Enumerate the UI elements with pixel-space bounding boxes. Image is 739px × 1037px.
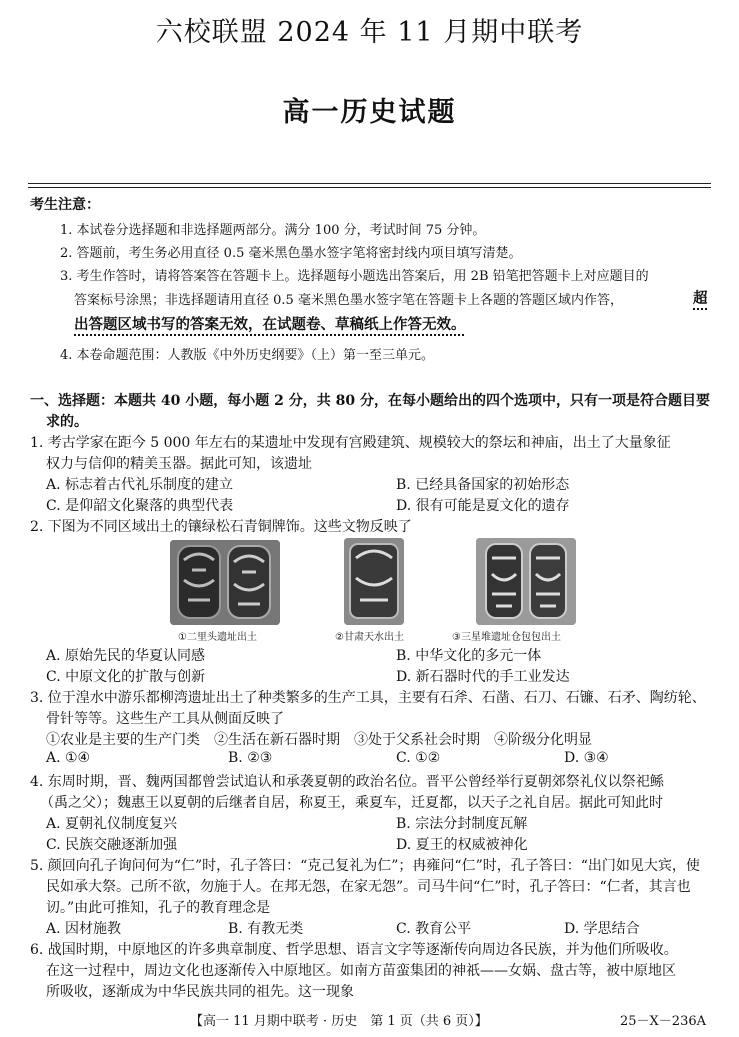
q1-stem-cont: 权力与信仰的精美玉器。据此可知，该遗址 (46, 456, 312, 472)
q3-option-c: C. ①② (396, 750, 441, 766)
q3-option-b: B. ②③ (228, 750, 273, 766)
q2-option-c: C. 中原文化的扩散与创新 (46, 669, 206, 685)
q5-stem: 5. 颜回向孔子询问何为“仁”时，孔子答曰：“克己复礼为仁”；冉雍问“仁”时，孔子答曰：“出门如见大宾，使 (30, 858, 700, 874)
q4-option-c: C. 民族交融逐渐加强 (46, 837, 178, 853)
q2-option-b: B. 中华文化的多元一体 (396, 648, 542, 664)
paper-code: 25－X－236A (620, 1014, 706, 1029)
photo-caption-3: ③三星堆遗址仓包包出土 (452, 632, 561, 643)
q1-option-d: D. 很有可能是夏文化的遗存 (396, 498, 570, 514)
q3-statements: ①农业是主要的生产门类 ②生活在新石器时期 ③处于父系社会时期 ④阶级分化明显 (46, 732, 592, 748)
notice-item-3: 3. 考生作答时，请将答案答在答题卡上。选择题每小题选出答案后，用 2B 铅笔把答题卡上对应题目的 (60, 269, 649, 284)
q1-option-b: B. 已经具备国家的初始形态 (396, 477, 570, 493)
q4-option-d: D. 夏王的权威被神化 (396, 837, 528, 853)
bronze-plaque-photo-2 (344, 538, 404, 625)
photo-caption-1: ①二里头遗址出土 (178, 632, 257, 643)
page-footer: 【高一 11 月期中联考 · 历史 第 1 页（共 6 页）】 (190, 1014, 488, 1029)
notice-item-1: 1. 本试卷分选择题和非选择题两部分。满分 100 分，考试时间 75 分钟。 (60, 223, 486, 238)
q3-option-d: D. ③④ (564, 750, 609, 766)
header-rule-top (28, 183, 711, 184)
q5-option-a: A. 因材施教 (46, 921, 122, 937)
q2-stem: 2. 下图为不同区域出土的镶绿松石青铜牌饰。这些文物反映了 (30, 519, 412, 535)
exam-title: 六校联盟 2024 年 11 月期中联考 (155, 17, 584, 48)
q4-stem: 4. 东周时期，晋、魏两国都曾尝试追认和承袭夏朝的政治名位。晋平公曾经举行夏朝郊祭礼仪以祭祀鲧 (30, 774, 664, 790)
q6-stem-cont-2: 所吸收，逐渐成为中华民族共同的祖先。这一现象 (46, 984, 354, 1000)
section-heading: 一、选择题：本题共 40 小题，每小题 2 分，共 80 分，在每小题给出的四个选项中，只有一项是符合题目要 (30, 393, 710, 409)
notice-item-2: 2. 答题前，考生务必用直径 0.5 毫米黑色墨水签字笔将密封线内项目填写清楚。 (60, 246, 522, 261)
notice-item-4: 4. 本卷命题范围：人教版《中外历史纲要》（上）第一至三单元。 (60, 348, 435, 363)
q3-option-a: A. ①④ (46, 750, 91, 766)
q5-option-d: D. 学思结合 (564, 921, 640, 937)
bronze-plaque-photo-1 (170, 540, 280, 625)
notice-heading: 考生注意： (30, 197, 100, 213)
q5-stem-cont-2: 讱。”由此可推知，孔子的教育理念是 (46, 900, 271, 916)
q5-stem-cont: 民如承大祭。己所不欲，勿施于人。在邦无怨，在家无怨”。司马牛问“仁”时，孔子答曰：“仁者，其言也 (46, 879, 691, 895)
q5-option-b: B. 有教无类 (228, 921, 304, 937)
subject-title: 高一历史试题 (282, 97, 457, 128)
q1-option-c: C. 是仰韶文化聚落的典型代表 (46, 498, 234, 514)
bronze-plaque-photo-3 (476, 538, 576, 625)
q6-stem: 6. 战国时期，中原地区的许多典章制度、哲学思想、语言文字等逐渐传向周边各民族，并为他们所吸收。 (30, 942, 678, 958)
q5-option-c: C. 教育公平 (396, 921, 472, 937)
q3-stem: 3. 位于湟水中游乐都柳湾遗址出土了种类繁多的生产工具，主要有石斧、石凿、石刀、石镰、石矛、陶纺轮、 (30, 690, 706, 706)
q3-stem-cont: 骨针等等。这些生产工具从侧面反映了 (46, 711, 284, 727)
photo-caption-2: ②甘肃天水出土 (335, 632, 404, 643)
q2-option-d: D. 新石器时代的手工业发达 (396, 669, 570, 685)
q2-option-a: A. 原始先民的华夏认同感 (46, 648, 206, 664)
section-heading-cont: 求的。 (46, 414, 88, 430)
notice-item-3-cont: 答案标号涂黑；非选择题请用直径 0.5 毫米黑色墨水签字笔在答题卡上各题的答题区域内作答， (74, 293, 623, 308)
q4-stem-cont: （禹之父）；魏惠王以夏朝的后继者自居，称夏王，乘夏车，迁夏都，以天子之礼自居。据此可知此时 (40, 795, 663, 811)
q1-stem: 1. 考古学家在距今 5 000 年左右的某遗址中发现有宫殿建筑、规模较大的祭坛和神庙，出土了大量象征 (30, 435, 671, 451)
header-rule-bottom (28, 187, 711, 188)
q1-option-a: A. 标志着古代礼乐制度的建立 (46, 477, 234, 493)
q6-stem-cont: 在这一过程中，周边文化也逐渐传入中原地区。如南方苗蛮集团的神祇——女娲、盘古等，被中原地区 (46, 963, 676, 979)
notice-emphasis-start: 超 (693, 291, 708, 307)
notice-emphasis: 出答题区域书写的答案无效，在试题卷、草稿纸上作答无效。 (74, 317, 466, 333)
q4-option-b: B. 宗法分封制度瓦解 (396, 816, 528, 832)
q4-option-a: A. 夏朝礼仪制度复兴 (46, 816, 178, 832)
